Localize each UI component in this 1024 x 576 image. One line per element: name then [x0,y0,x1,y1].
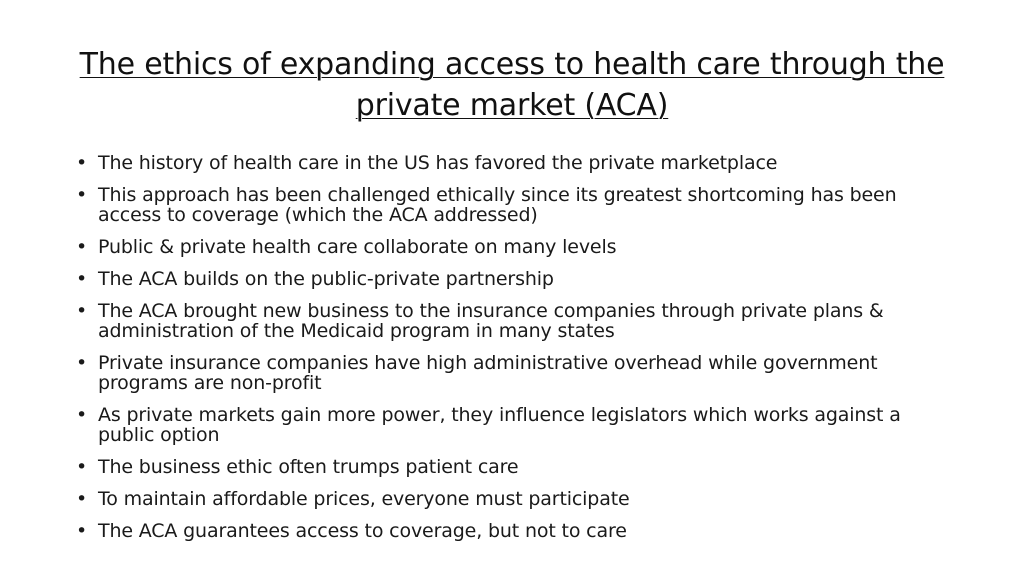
bullet-marker: • [76,404,88,426]
bullet-item [74,301,954,341]
bullet-marker: • [76,352,88,374]
bullet-item [74,457,954,477]
bullet-marker: • [76,520,88,542]
bullet-text: The business ethic often trumps patient care [98,456,519,478]
bullet-text: To maintain affordable prices, everyone must participate [98,488,630,510]
bullet-text: This approach has been challenged ethically since its greatest shortcoming has been access to coverage (which the ACA addressed) [98,184,897,226]
bullet-marker: • [76,488,88,510]
bullet-marker: • [76,456,88,478]
bullet-item [74,237,954,257]
bullet-marker: • [76,152,88,174]
bullet-list [74,153,954,553]
bullet-text: As private markets gain more power, they influence legislators which works against a public option [98,404,901,446]
bullet-item [74,521,954,541]
bullet-text: The history of health care in the US has favored the private marketplace [98,152,778,174]
bullet-item [74,489,954,509]
bullet-text: The ACA brought new business to the insurance companies through private plans & administration of the Medicaid program in many states [98,300,884,342]
slide-title: The ethics of expanding access to health care through the private market (ACA) [79,47,945,123]
bullet-text: The ACA builds on the public-private partnership [98,268,554,290]
bullet-marker: • [76,236,88,258]
bullet-item [74,269,954,289]
bullet-marker: • [76,268,88,290]
bullet-item [74,185,954,225]
bullet-text: Private insurance companies have high administrative overhead while government programs are non-profit [98,352,878,394]
bullet-text: Public & private health care collaborate on many levels [98,236,617,258]
bullet-item [74,153,954,173]
bullet-marker: • [76,300,88,322]
bullet-marker: • [76,184,88,206]
bullet-item [74,353,954,393]
bullet-text: The ACA guarantees access to coverage, but not to care [98,520,627,542]
bullet-item [74,405,954,445]
